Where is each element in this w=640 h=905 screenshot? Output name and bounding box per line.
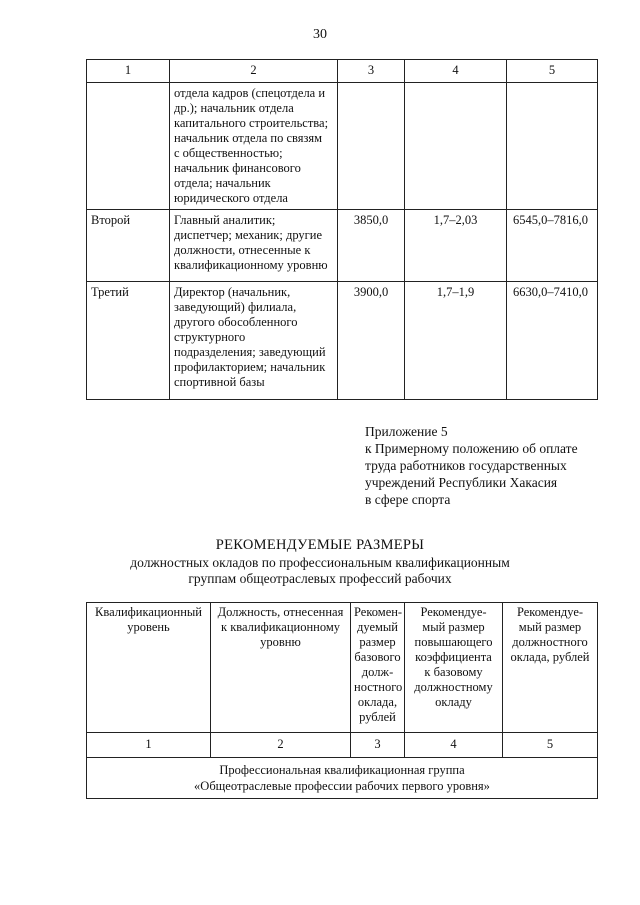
- annex-line: учреждений Республики Хакасия: [365, 475, 558, 490]
- header-line: размер: [359, 635, 396, 649]
- table-row: [87, 83, 598, 210]
- header-line: оклада,: [357, 695, 398, 709]
- recommended-salary-table: [86, 602, 598, 799]
- position-line: отдела; начальник: [174, 176, 271, 190]
- level-cell: Третий: [87, 282, 170, 400]
- salary-cell: 3900,0: [338, 282, 405, 400]
- range-cell: [507, 83, 598, 210]
- positions-cell: [170, 210, 338, 282]
- positions-cell: [170, 83, 338, 210]
- section-title: РЕКОМЕНДУЕМЫЕ РАЗМЕРЫ: [215, 537, 425, 553]
- table-header-row: [87, 603, 598, 733]
- position-line: подразделения; заведующий: [174, 345, 326, 359]
- coefficient-cell: 1,7–2,03: [405, 210, 507, 282]
- range-cell: 6630,0–7410,0: [507, 282, 598, 400]
- header-line: должностному: [414, 680, 493, 694]
- column-index-row: [87, 733, 598, 758]
- position-line: Главный аналитик;: [174, 213, 276, 227]
- index-cell: 1: [87, 733, 211, 758]
- subtitle-line: группам общеотраслевых профессий рабочих: [188, 571, 452, 586]
- header-line: Рекомен-: [354, 605, 403, 619]
- position-line: заведующий) филиала,: [174, 300, 297, 314]
- header-cell: 3: [338, 60, 405, 83]
- header-line: мый размер: [422, 620, 485, 634]
- header-line: Рекомендуе-: [516, 605, 584, 619]
- header-line: коэффициента: [415, 650, 492, 664]
- header-line: дуемый: [357, 620, 398, 634]
- position-line: начальник отдела по связям: [174, 131, 323, 145]
- coefficient-cell: 1,7–1,9: [405, 282, 507, 400]
- section-subtitle: [0, 555, 640, 587]
- header-line: Должность, отнесенная: [217, 605, 344, 619]
- header-line: к квалификационному: [221, 620, 340, 634]
- position-line: др.); начальник отдела: [174, 101, 294, 115]
- header-line: уровню: [260, 635, 301, 649]
- positions-cell: [170, 282, 338, 400]
- annex-line: к Примерному положению об оплате: [365, 441, 578, 456]
- header-line: уровень: [127, 620, 170, 634]
- header-cell-base-salary: [351, 603, 405, 733]
- header-line: оклада, рублей: [510, 650, 590, 664]
- group-line: «Общеотраслевые профессии рабочих первого уровня»: [194, 779, 490, 793]
- index-cell: 3: [351, 733, 405, 758]
- header-cell-coefficient: [405, 603, 503, 733]
- position-line: начальник финансового: [174, 161, 301, 175]
- header-line: Рекомендуе-: [420, 605, 487, 619]
- header-cell: 5: [507, 60, 598, 83]
- position-line: спортивной базы: [174, 375, 265, 389]
- table-row: [87, 282, 598, 400]
- table-header-row: [87, 60, 598, 83]
- group-line: Профессиональная квалификационная группа: [219, 763, 465, 777]
- group-cell: [87, 758, 598, 799]
- header-line: ностного: [354, 680, 403, 694]
- annex-line: труда работников государственных: [365, 458, 567, 473]
- group-row: [87, 758, 598, 799]
- position-line: отдела кадров (спецотдела и: [174, 86, 326, 100]
- header-cell: 1: [87, 60, 170, 83]
- level-cell: [87, 83, 170, 210]
- header-line: мый размер: [518, 620, 582, 634]
- position-line: Директор (начальник,: [174, 285, 291, 299]
- position-line: должности, отнесенные к: [174, 243, 311, 257]
- header-cell-position: [211, 603, 351, 733]
- header-line: рублей: [359, 710, 396, 724]
- annex-line: в сфере спорта: [365, 492, 451, 507]
- salary-cell: 3850,0: [338, 210, 405, 282]
- position-line: профилакторием; начальник: [174, 360, 326, 374]
- header-line: к базовому: [424, 665, 483, 679]
- level-cell: Второй: [87, 210, 170, 282]
- header-cell-level: [87, 603, 211, 733]
- page-number: 30: [313, 27, 327, 42]
- header-cell: 2: [170, 60, 338, 83]
- position-line: диспетчер; механик; другие: [174, 228, 323, 242]
- annex-reference: [365, 423, 578, 508]
- salary-cell: [338, 83, 405, 210]
- header-line: Квалификационный: [95, 605, 202, 619]
- header-cell: 4: [405, 60, 507, 83]
- position-line: капитального строительства;: [174, 116, 329, 130]
- header-line: повышающего: [414, 635, 493, 649]
- index-cell: 5: [503, 733, 598, 758]
- salary-table-continued: [86, 59, 598, 400]
- position-line: другого обособленного: [174, 315, 298, 329]
- header-cell-salary: [503, 603, 598, 733]
- position-line: с общественностью;: [174, 146, 283, 160]
- header-line: должностного: [512, 635, 588, 649]
- index-cell: 2: [211, 733, 351, 758]
- header-line: окладу: [435, 695, 472, 709]
- position-line: квалификационному уровню: [174, 258, 328, 272]
- annex-line: Приложение 5: [365, 424, 448, 439]
- index-cell: 4: [405, 733, 503, 758]
- header-line: долж-: [361, 665, 394, 679]
- position-line: юридического отдела: [174, 191, 288, 205]
- subtitle-line: должностных окладов по профессиональным квалификационным: [130, 555, 510, 570]
- range-cell: 6545,0–7816,0: [507, 210, 598, 282]
- table-row: [87, 210, 598, 282]
- position-line: структурного: [174, 330, 246, 344]
- header-line: базового: [354, 650, 401, 664]
- coefficient-cell: [405, 83, 507, 210]
